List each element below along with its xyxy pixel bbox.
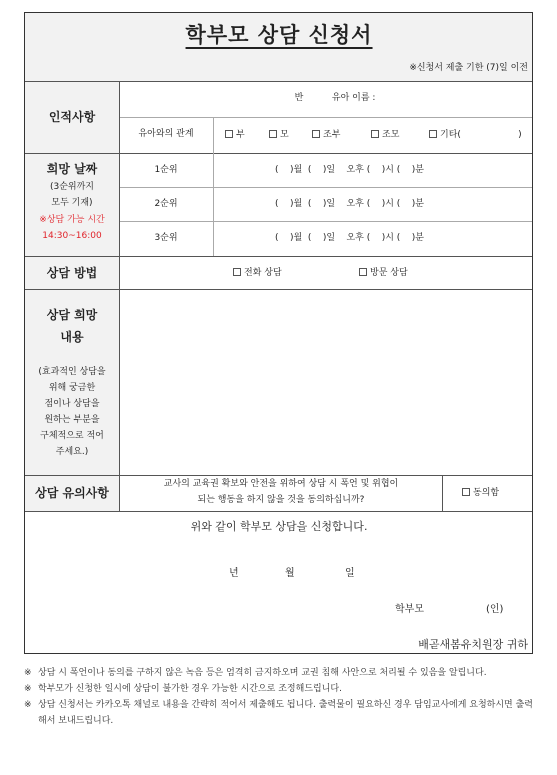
caution-label: 상담 유의사항 [35, 486, 109, 500]
checkbox-icon [359, 268, 367, 276]
checkbox-icon [371, 130, 379, 138]
recipient: 배곧새봄유치원장 귀하 [418, 638, 528, 651]
content-label-line1: 상담 희망 [46, 308, 98, 322]
method-option-visit[interactable]: 방문 상담 [359, 268, 408, 278]
personal-info-label: 인적사항 [48, 110, 96, 124]
seal-mark: (인) [486, 604, 504, 615]
content-guide: 점이나 상담을 [44, 399, 100, 409]
checkbox-icon [225, 130, 233, 138]
content-guide: 원하는 부분을 [44, 415, 100, 425]
relation-option-mother[interactable]: 모 [269, 130, 289, 140]
relation-option-father[interactable]: 부 [225, 130, 245, 140]
relation-option-grandfather[interactable]: 조부 [312, 130, 340, 140]
footnote: ※ 상담 신청서는 카카오톡 채널로 내용을 간략히 적어서 제출해도 됩니다. 출력물이 필요하신 경우 담임교사에게 요청하시면 출력해서 보내드립니다. [24, 700, 534, 726]
checkbox-icon [312, 130, 320, 138]
checkbox-icon [462, 488, 470, 496]
checkbox-icon [233, 268, 241, 276]
footnotes [24, 665, 536, 729]
rank-2-datetime-field[interactable]: ( )월 ( )일 오후 ( )시 ( )분 [275, 199, 424, 209]
closing-statement: 위와 같이 학부모 상담을 신청합니다. [190, 520, 368, 533]
method-label: 상담 방법 [46, 266, 98, 280]
content-guide: 위해 궁금한 [48, 383, 96, 393]
available-time-range: 14:30~16:00 [42, 231, 102, 241]
content-guide: 구체적으로 적어 [40, 431, 104, 441]
content-guide: (효과적인 상담을 [38, 367, 106, 377]
agree-checkbox[interactable]: 동의함 [462, 488, 499, 498]
rank-3-datetime-field[interactable]: ( )월 ( )일 오후 ( )시 ( )분 [275, 233, 424, 243]
checkbox-icon [429, 130, 437, 138]
rank-1-datetime-field[interactable]: ( )월 ( )일 오후 ( )시 ( )분 [275, 165, 424, 175]
footnote: ※ 학부모가 신청한 일시에 상담이 불가한 경우 가능한 시간으로 조정해드립니다. [24, 684, 342, 694]
deadline-note: ※신청서 제출 기한 (7)일 이전 [409, 63, 528, 73]
relation-option-other[interactable]: 기타( ) [429, 130, 522, 140]
month-label: 월 [285, 568, 295, 579]
relation-label: 유아와의 관계 [138, 129, 194, 139]
relation-option-grandmother[interactable]: 조모 [371, 130, 399, 140]
year-label: 년 [229, 568, 239, 579]
parent-label: 학부모 [395, 604, 424, 615]
date-note-1: (3순위까지 [49, 182, 95, 192]
rank-1-label: 1순위 [154, 165, 178, 175]
caution-text-line1: 교사의 교육권 확보와 안전을 위하여 상담 시 폭언 및 위협이 [163, 479, 399, 489]
content-label-line2: 내용 [60, 330, 84, 344]
page-title: 학부모 상담 신청서 [185, 23, 373, 47]
day-label: 일 [345, 568, 355, 579]
content-guide: 주세요.) [55, 447, 89, 457]
class-child-name: 반 유아 이름 : [294, 93, 376, 103]
footnote: ※ 상담 시 폭언이나 동의를 구하지 않은 녹음 등은 엄격히 금지하오며 교권 침해 사안으로 처리될 수 있음을 알립니다. [24, 668, 487, 678]
available-time-note: ※상담 가능 시간 [39, 215, 105, 225]
method-option-phone[interactable]: 전화 상담 [233, 268, 282, 278]
rank-2-label: 2순위 [154, 199, 178, 209]
content-input-area[interactable] [121, 291, 531, 473]
consultation-form [24, 12, 533, 654]
rank-3-label: 3순위 [154, 233, 178, 243]
caution-text-line2: 되는 행동을 하지 않을 것을 동의하십니까? [197, 495, 365, 505]
checkbox-icon [269, 130, 277, 138]
desired-date-label: 희망 날짜 [46, 162, 98, 176]
date-note-2: 모두 기재) [51, 198, 93, 208]
